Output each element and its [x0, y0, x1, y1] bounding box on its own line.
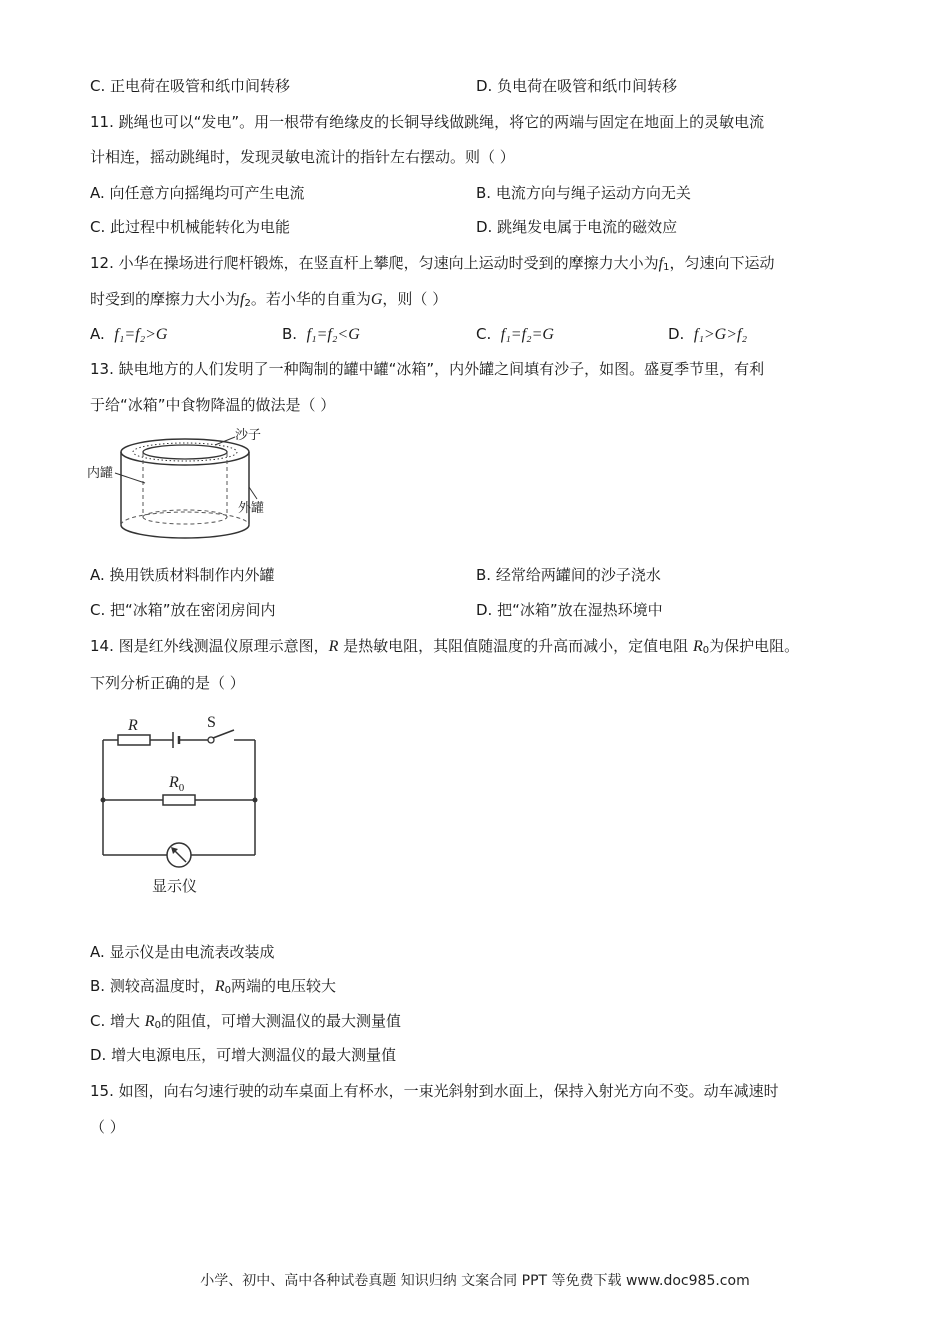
thermistor-r [118, 735, 150, 745]
q12-option-c [476, 324, 554, 345]
q14-c-text: 的阻值，可增大测温仪的最大测量值 [160, 1012, 401, 1030]
q12-option-a [90, 324, 167, 345]
q12-c-expr: f₁=f₂=G [500, 326, 554, 343]
sand-dots [133, 443, 237, 461]
thermometer-circuit-figure [90, 705, 280, 905]
q10-option-d: D. 负电荷在吸管和纸巾间转移 [476, 77, 678, 95]
q12-a-label: A. [90, 325, 105, 343]
q14-b-text: 两端的电压较大 [230, 977, 336, 995]
q12-d-expr: f₁>G>f₂ [693, 326, 748, 343]
q11-option-a: A. 向任意方向摇绳均可产生电流 [90, 184, 305, 202]
q14-text: 为保护电阻。 [709, 637, 800, 655]
q12-option-d [668, 324, 747, 345]
pot-in-pot-figure [85, 425, 285, 550]
q12-stem-line1 [90, 253, 774, 278]
q14-subscript: 0 [702, 645, 710, 656]
q10-option-c: C. 正电荷在吸管和纸巾间转移 [90, 77, 291, 95]
q14-stem-line1 [90, 636, 799, 661]
q12-g-symbol: G [370, 291, 383, 308]
sand-label: 沙子 [235, 428, 262, 443]
q14-stem-line2: 下列分析正确的是（ ） [90, 674, 245, 692]
q14-text: 14. 图是红外线测温仪原理示意图， [90, 637, 329, 655]
q13-option-c: C. 把“冰箱”放在密闭房间内 [90, 601, 276, 619]
q11-stem-line1: 11. 跳绳也可以“发电”。用一根带有绝缘皮的长铜导线做跳绳，将它的两端与固定在地面上的灵敏电流 [90, 113, 765, 131]
q13-option-b: B. 经常给两罐间的沙子浇水 [476, 566, 661, 584]
q14-r-symbol: R [328, 638, 339, 655]
q14-c-r0: R [144, 1013, 155, 1030]
q12-a-expr: f₁=f₂>G [114, 326, 168, 343]
q12-d-label: D. [668, 325, 685, 343]
q14-option-c [90, 1011, 401, 1036]
q12-f-symbol: f [240, 291, 245, 308]
q14-b-subscript: 0 [224, 985, 231, 996]
q11-option-d: D. 跳绳发电属于电流的磁效应 [476, 218, 678, 236]
junction-dot [101, 798, 106, 803]
page-footer: 小学、初中、高中各种试卷真题 知识归纳 文案合同 PPT 等免费下载 www.doc985.com [200, 1273, 750, 1289]
q14-c-subscript: 0 [154, 1020, 161, 1031]
s-label: S [207, 714, 216, 731]
q14-b-text: B. 测较高温度时， [90, 977, 215, 995]
q14-option-d: D. 增大电源电压，可增大测温仪的最大测量值 [90, 1046, 397, 1064]
q12-stem-line2 [90, 289, 447, 314]
r0-letter: R [169, 774, 179, 791]
inner-pot-top [143, 445, 227, 459]
q13-stem-line2: 于给“冰箱”中食物降温的做法是（ ） [90, 396, 336, 414]
q12-c-label: C. [476, 325, 492, 343]
q12-text: 时受到的摩擦力大小为 [90, 290, 241, 308]
switch-s [213, 730, 234, 738]
q12-text: 12. 小华在操场进行爬杆锻炼，在竖直杆上攀爬，匀速向上运动时受到的摩擦力大小为 [90, 254, 659, 272]
q12-text: ，则（ ） [382, 290, 448, 308]
q11-option-b: B. 电流方向与绳子运动方向无关 [476, 184, 691, 202]
r-label: R [128, 717, 138, 734]
q11-option-c: C. 此过程中机械能转化为电能 [90, 218, 291, 236]
q14-b-r0: R [214, 978, 225, 995]
q13-stem-line1: 13. 缺电地方的人们发明了一种陶制的罐中罐“冰箱”，内外罐之间填有沙子，如图。盛夏季节里，有利 [90, 360, 765, 378]
outer-pot-leader [249, 487, 257, 499]
r0-label [168, 774, 185, 794]
q12-option-b [282, 324, 360, 345]
q14-c-text: C. 增大 [90, 1012, 145, 1030]
display-label: 显示仪 [152, 877, 198, 895]
q12-b-label: B. [282, 325, 298, 343]
q12-text: 。若小华的自重为 [250, 290, 371, 308]
q15-stem-line1: 15. 如图，向右匀速行驶的动车桌面上有杯水，一束光斜射到水面上，保持入射光方向不变。动车减速时 [90, 1082, 779, 1100]
r0-subscript: 0 [178, 782, 185, 794]
junction-dot [253, 798, 258, 803]
q12-subscript: 2 [244, 298, 251, 309]
inner-pot-bottom [143, 517, 227, 524]
q12-b-expr: f₁=f₂<G [306, 326, 360, 343]
q11-stem-line2: 计相连，摇动跳绳时，发现灵敏电流计的指针左右摆动。则（ ） [90, 148, 515, 166]
outer-pot-bottom [121, 525, 249, 538]
q13-option-a: A. 换用铁质材料制作内外罐 [90, 566, 275, 584]
q14-option-b [90, 976, 336, 1001]
inner-pot-label: 内罐 [87, 466, 114, 481]
outer-pot-top [121, 439, 249, 465]
q14-text: 是热敏电阻，其阻值随温度的升高而减小，定值电阻 [338, 637, 693, 655]
q14-r0-symbol: R [692, 638, 703, 655]
q13-option-d: D. 把“冰箱”放在湿热环境中 [476, 601, 663, 619]
q12-f-symbol: f [658, 255, 664, 272]
outer-pot-label: 外罐 [238, 501, 265, 516]
outer-pot-bottom-hidden [121, 512, 249, 525]
inner-pot-leader [115, 473, 145, 483]
q15-stem-line2: （ ） [90, 1118, 125, 1136]
q14-option-a: A. 显示仪是由电流表改装成 [90, 943, 275, 961]
q12-subscript: 1 [663, 262, 670, 273]
q12-text: ，匀速向下运动 [669, 254, 775, 272]
resistor-r0 [163, 795, 195, 805]
